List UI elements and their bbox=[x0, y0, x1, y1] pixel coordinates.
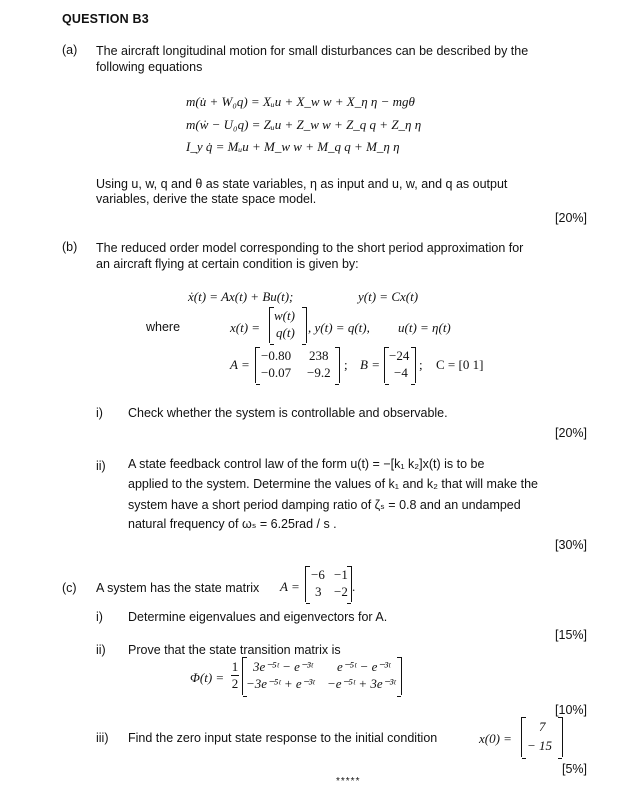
b-vector bbox=[384, 347, 416, 383]
part-b-ii-label: ii) bbox=[96, 459, 106, 473]
matrix-entry: −0.07 bbox=[261, 365, 292, 380]
part-c-i-label: i) bbox=[96, 610, 103, 624]
matrix-entry: 3e⁻⁵ᵗ − e⁻³ᵗ bbox=[253, 659, 313, 674]
matrix-entry: − 15 bbox=[527, 738, 553, 753]
x-vector-entry: w(t) bbox=[274, 308, 295, 323]
matrix-entry: −e⁻⁵ᵗ + 3e⁻³ᵗ bbox=[327, 676, 396, 691]
matrix-entry: e⁻⁵ᵗ − e⁻³ᵗ bbox=[337, 659, 391, 674]
matrix-entry: −24 bbox=[389, 348, 410, 363]
part-b-intro-line2: an aircraft flying at certain condition is given by: bbox=[96, 257, 359, 271]
part-c-iii-marks: [5%] bbox=[561, 762, 587, 776]
output-equation: y(t) = Cx(t) bbox=[358, 289, 419, 304]
part-b-i-text: Check whether the system is controllable and observable. bbox=[128, 406, 448, 420]
matrix-entry: 7 bbox=[539, 719, 546, 734]
equation-2: m(ẇ − U₀q) = Zᵤu + Z_w w + Z_q q + Z_η η bbox=[186, 117, 422, 132]
part-a-marks: [20%] bbox=[555, 211, 587, 225]
part-c-ii-text: Prove that the state transition matrix is bbox=[128, 643, 341, 657]
end-marker: ***** bbox=[336, 776, 361, 787]
separator: ; bbox=[344, 357, 348, 372]
where-label: where bbox=[146, 320, 181, 334]
part-b-ii-line2: applied to the system. Determine the values of k₁ and k₂ that will make the bbox=[128, 477, 538, 491]
equation-3: I_y q̇ = Mᵤu + M_w w + M_q q + M_η η bbox=[186, 139, 400, 154]
matrix-entry: −9.2 bbox=[307, 365, 331, 380]
fraction-numerator: 1 bbox=[231, 659, 239, 674]
x0-vector bbox=[521, 717, 563, 757]
part-b-ii-line3: system have a short period damping ratio of ζₛ = 0.8 and an undamped bbox=[128, 498, 521, 512]
c-a-matrix bbox=[305, 566, 352, 602]
matrix-entry: −2 bbox=[334, 584, 348, 599]
state-equation: ẋ(t) = Ax(t) + Bu(t); bbox=[188, 289, 294, 304]
part-c-iii-text: Find the zero input state response to the initial condition bbox=[128, 731, 438, 745]
matrix-entry: 3 bbox=[315, 584, 322, 599]
part-b-intro-line1: The reduced order model corresponding to the short period approximation for bbox=[96, 241, 524, 255]
b-matrix-lhs: B = bbox=[360, 357, 380, 372]
period: . bbox=[352, 579, 356, 594]
part-c-ii-marks: [10%] bbox=[555, 703, 587, 717]
equation-1: m(u̇ + W₀q) = Xᵤu + X_w w + X_η η − mgθ bbox=[186, 94, 415, 109]
phi-matrix bbox=[242, 657, 402, 695]
part-b-ii-line1: A state feedback control law of the form u(t) = −[k₁ k₂]x(t) is to be bbox=[128, 457, 485, 471]
part-c-i-marks: [15%] bbox=[555, 628, 587, 642]
part-a-task-line1: Using u, w, q and θ as state variables, η as input and u, w, and q as output bbox=[96, 177, 508, 191]
c-a-matrix-lhs: A = bbox=[280, 579, 300, 594]
part-b-i-marks: [20%] bbox=[555, 426, 587, 440]
part-c-label: (c) bbox=[62, 581, 77, 595]
part-c-i-text: Determine eigenvalues and eigenvectors for A. bbox=[128, 610, 388, 624]
part-c-intro: A system has the state matrix bbox=[96, 581, 260, 595]
matrix-entry: −6 bbox=[311, 567, 325, 582]
matrix-entry: −1 bbox=[334, 567, 348, 582]
part-b-ii-marks: [30%] bbox=[555, 538, 587, 552]
a-matrix bbox=[255, 347, 340, 383]
phi-lhs: Φ(t) = bbox=[190, 670, 225, 685]
a-matrix-lhs: A = bbox=[230, 357, 250, 372]
question-heading: QUESTION B3 bbox=[62, 12, 149, 26]
c-matrix: C = [0 1] bbox=[436, 357, 484, 372]
x-vector-lhs: x(t) = bbox=[230, 320, 261, 335]
part-b-i-label: i) bbox=[96, 406, 103, 420]
x0-lhs: x(0) = bbox=[479, 731, 512, 746]
separator: ; bbox=[419, 357, 423, 372]
part-b-label: (b) bbox=[62, 240, 78, 254]
u-definition: u(t) = η(t) bbox=[398, 320, 451, 335]
part-c-ii-label: ii) bbox=[96, 643, 106, 657]
part-b-ii-line4: natural frequency of ωₛ = 6.25rad / s . bbox=[128, 517, 337, 531]
part-a-label: (a) bbox=[62, 43, 78, 57]
matrix-entry: −4 bbox=[394, 365, 408, 380]
y-definition: , y(t) = q(t), bbox=[308, 320, 370, 335]
part-c-iii-label: iii) bbox=[96, 731, 109, 745]
matrix-entry: −3e⁻⁵ᵗ + e⁻³ᵗ bbox=[246, 676, 315, 691]
x-vector-matrix bbox=[269, 307, 307, 343]
part-a-intro-line2: following equations bbox=[96, 60, 203, 74]
matrix-entry: −0.80 bbox=[261, 348, 292, 363]
fraction-denominator: 2 bbox=[231, 676, 239, 691]
matrix-entry: 238 bbox=[309, 348, 329, 363]
x-vector-entry: q(t) bbox=[276, 325, 295, 340]
part-a-task-line2: variables, derive the state space model. bbox=[96, 192, 317, 206]
part-a-intro-line1: The aircraft longitudinal motion for small disturbances can be described by the bbox=[96, 44, 529, 58]
